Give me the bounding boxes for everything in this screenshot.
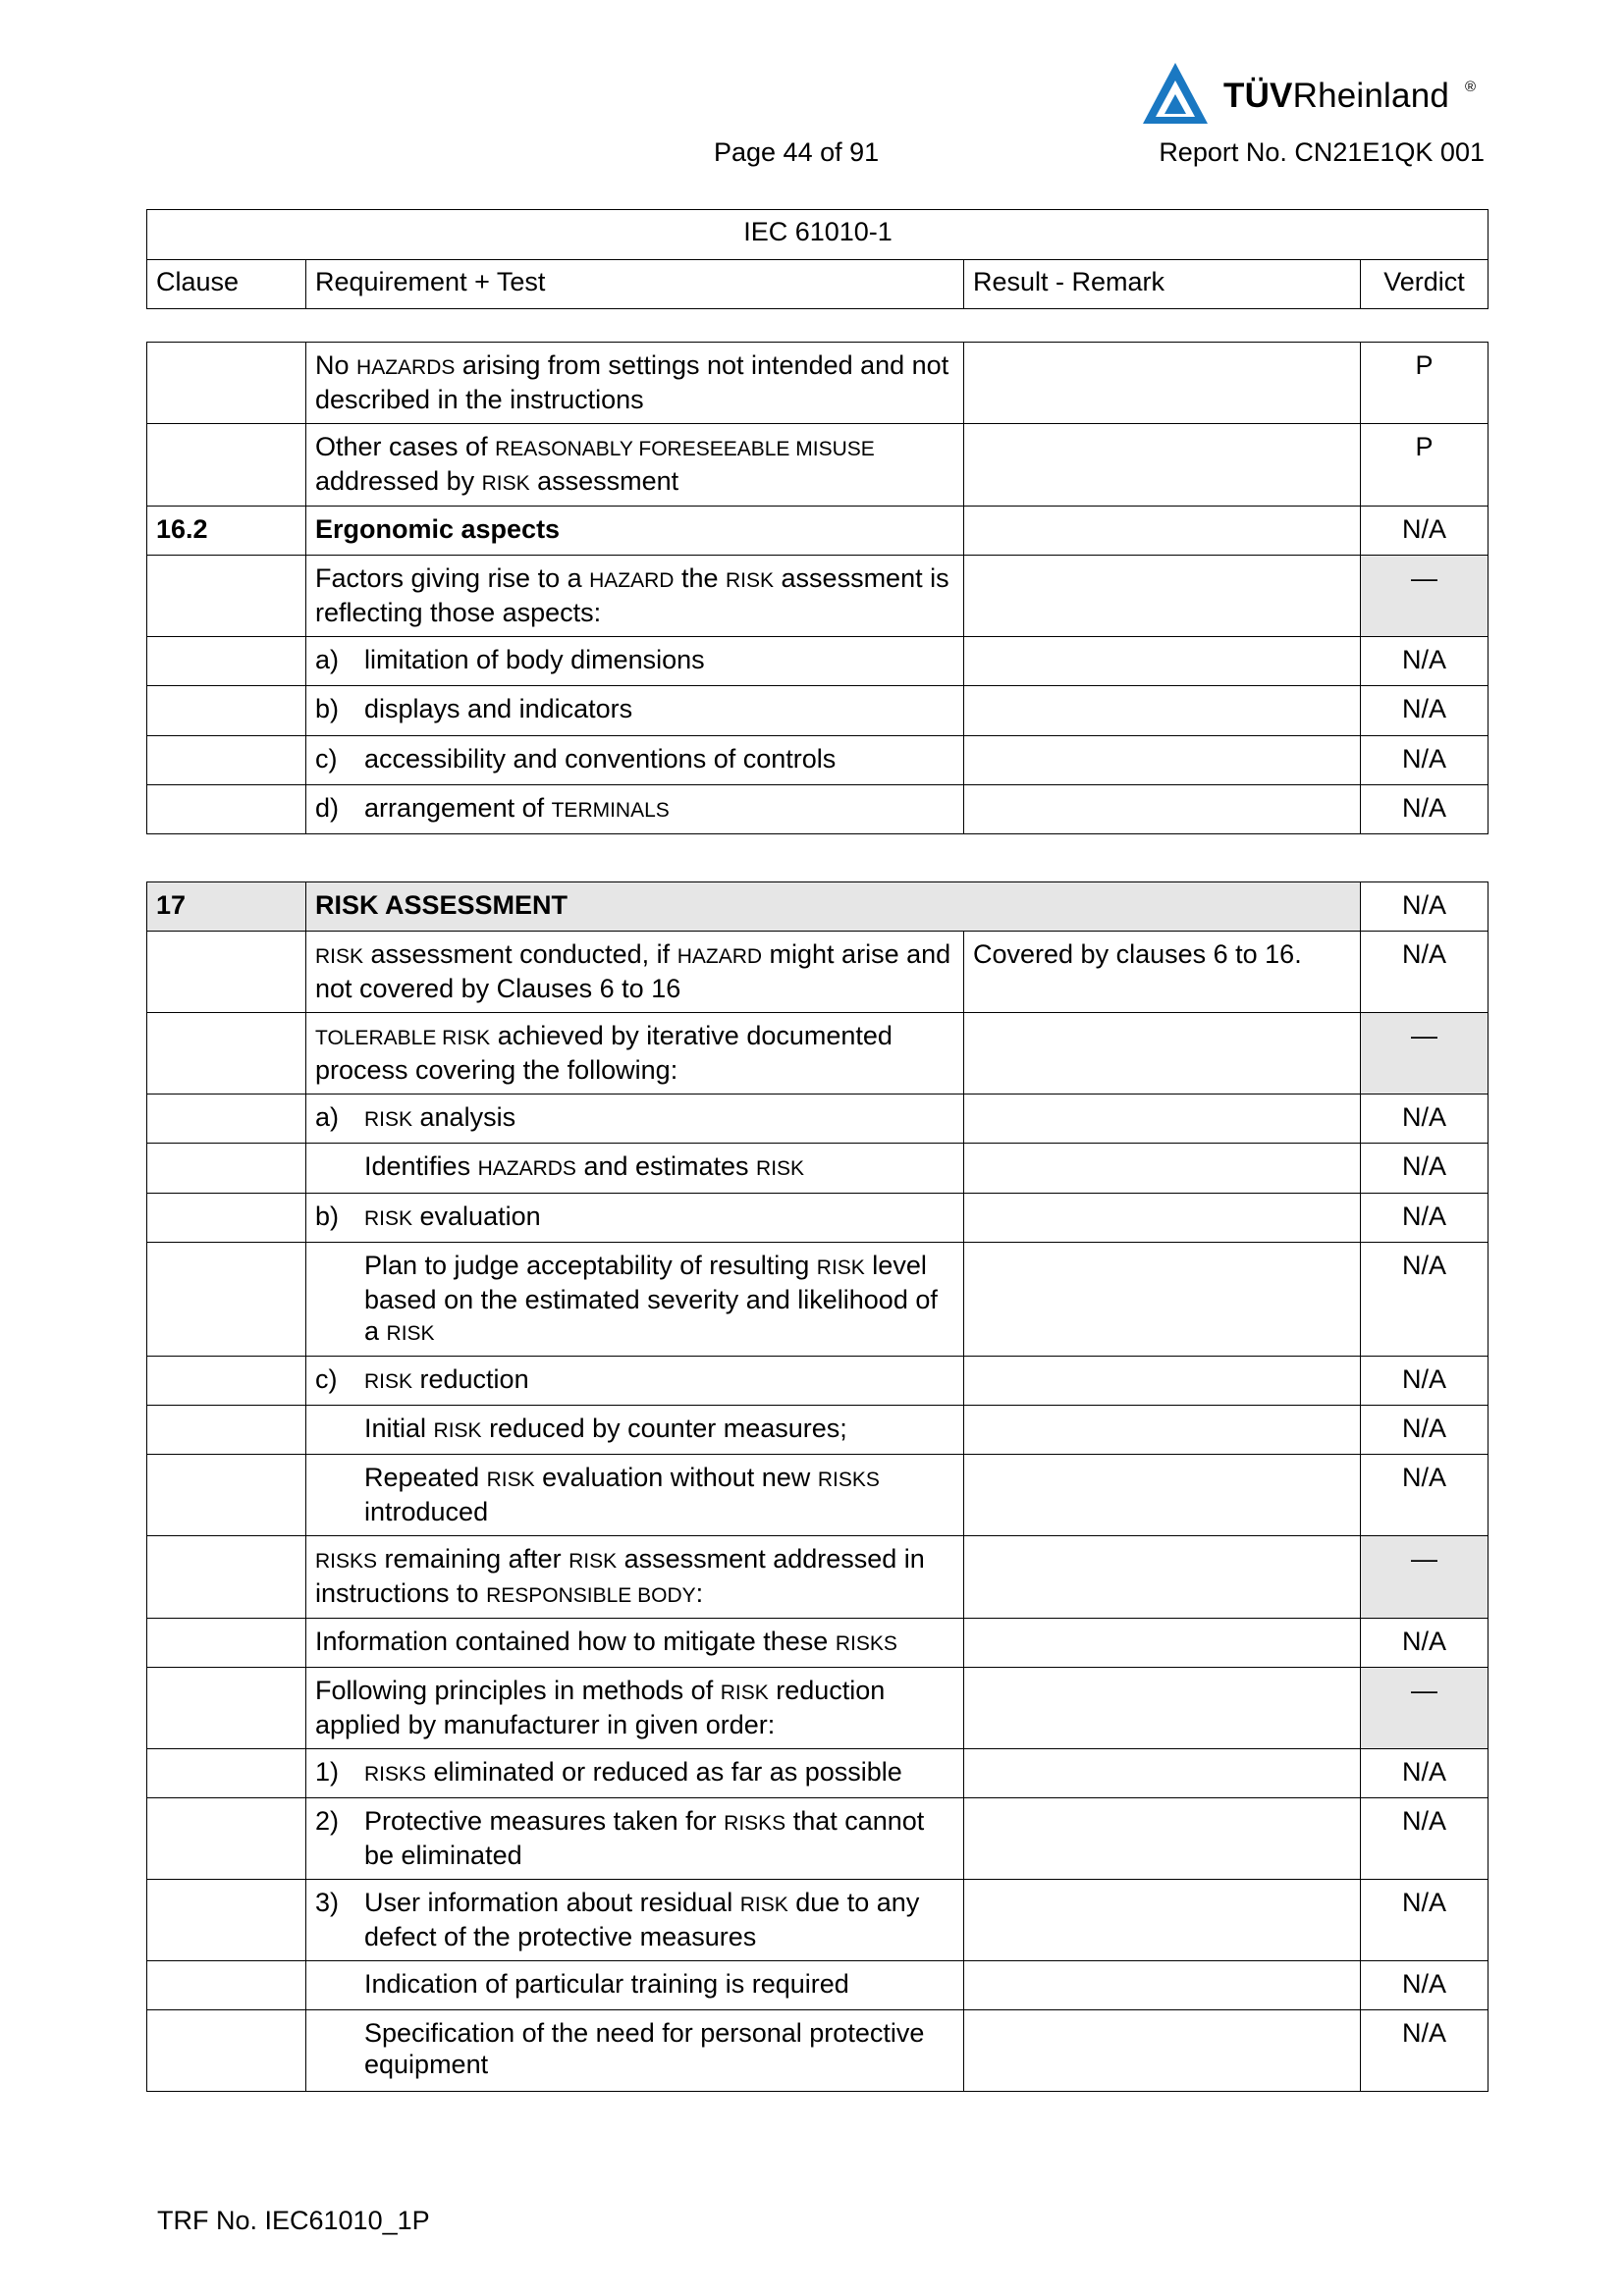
requirement-text: Plan to judge acceptability of resulting RISK level based on the estimated severity and likelihood of a RISK (306, 1243, 964, 1357)
table-row (147, 882, 1489, 932)
table-row (147, 1406, 1489, 1455)
verdict: — (1361, 1668, 1489, 1749)
clause-number: 17 (147, 882, 306, 932)
requirement-text: a) RISK analysis (306, 1095, 964, 1144)
verdict: N/A (1361, 1798, 1489, 1880)
verdict: — (1361, 1013, 1489, 1095)
verdict: N/A (1361, 686, 1489, 736)
verdict: — (1361, 1536, 1489, 1619)
verdict: N/A (1361, 882, 1489, 932)
table-row (147, 1619, 1489, 1668)
table-row (147, 785, 1489, 834)
verdict: N/A (1361, 507, 1489, 556)
verdict: N/A (1361, 1406, 1489, 1455)
table-row (147, 1095, 1489, 1144)
requirement-text: Initial RISK reduced by counter measures; (306, 1406, 964, 1455)
table-row (147, 1194, 1489, 1243)
table-row (147, 932, 1489, 1013)
requirement-text: Identifies HAZARDS and estimates RISK (306, 1144, 964, 1194)
trf-number: TRF No. IEC61010_1P (157, 2206, 430, 2235)
tuv-triangle-icon (1141, 61, 1210, 126)
table-row (147, 1880, 1489, 1961)
table-row (147, 556, 1489, 637)
verdict: N/A (1361, 1749, 1489, 1798)
requirement-text: a) limitation of body dimensions (306, 637, 964, 686)
requirement-text: 2) Protective measures taken for RISKS that cannot be eliminated (306, 1798, 964, 1880)
requirement-text: Indication of particular training is required (306, 1961, 964, 2010)
standard-header-table (146, 209, 1489, 309)
requirement-text: 3) User information about residual RISK due to any defect of the protective measures (306, 1880, 964, 1961)
clause-number: 16.2 (147, 507, 306, 556)
table-row (147, 1243, 1489, 1357)
table-row (147, 424, 1489, 507)
requirement-text: c) RISK reduction (306, 1357, 964, 1406)
verdict: N/A (1361, 1619, 1489, 1668)
requirement-text: Repeated RISK evaluation without new RISKS introduced (306, 1455, 964, 1536)
table-row (147, 343, 1489, 424)
requirement-text: 1) RISKS eliminated or reduced as far as possible (306, 1749, 964, 1798)
table-row (147, 1536, 1489, 1619)
col-requirement-header: Requirement + Test (306, 260, 964, 309)
standard-title: IEC 61010-1 (147, 210, 1489, 260)
requirement-text: Factors giving rise to a HAZARD the RISK assessment is reflecting those aspects: (306, 556, 964, 637)
logo-text: TÜVRheinland (1223, 77, 1450, 115)
requirement-text: b) RISK evaluation (306, 1194, 964, 1243)
requirement-text: Following principles in methods of RISK reduction applied by manufacturer in given order: (306, 1668, 964, 1749)
verdict: N/A (1361, 1243, 1489, 1357)
verdict: N/A (1361, 1455, 1489, 1536)
requirement-text: RISKS remaining after RISK assessment addressed in instructions to RESPONSIBLE BODY: (306, 1536, 964, 1619)
verdict: P (1361, 424, 1489, 507)
section-16-table (146, 342, 1489, 834)
table-row (147, 637, 1489, 686)
clause-title: Ergonomic aspects (306, 507, 964, 556)
table-row (147, 1749, 1489, 1798)
table-row (147, 1668, 1489, 1749)
col-verdict-header: Verdict (1361, 260, 1489, 309)
table-row (147, 1798, 1489, 1880)
table-row (147, 1013, 1489, 1095)
result-remark: Covered by clauses 6 to 16. (964, 932, 1361, 1013)
verdict: — (1361, 556, 1489, 637)
verdict: N/A (1361, 1961, 1489, 2010)
table-row (147, 1144, 1489, 1194)
logo-registered-mark: ® (1465, 79, 1477, 95)
requirement-text: c) accessibility and conventions of controls (306, 736, 964, 785)
verdict: N/A (1361, 1095, 1489, 1144)
clause-title: RISK ASSESSMENT (306, 882, 1361, 932)
verdict: N/A (1361, 637, 1489, 686)
report-number: Report No. CN21E1QK 001 (1159, 137, 1485, 167)
verdict: N/A (1361, 1357, 1489, 1406)
table-row (147, 1357, 1489, 1406)
requirement-text: No HAZARDS arising from settings not intended and not described in the instructions (306, 343, 964, 424)
page-number: Page 44 of 91 (714, 137, 880, 167)
requirement-text: d) arrangement of TERMINALS (306, 785, 964, 834)
table-row (147, 686, 1489, 736)
requirement-text: Information contained how to mitigate these RISKS (306, 1619, 964, 1668)
requirement-text: TOLERABLE RISK achieved by iterative documented process covering the following: (306, 1013, 964, 1095)
table-row (147, 736, 1489, 785)
tuv-rheinland-logo (1141, 61, 1485, 130)
table-row (147, 1455, 1489, 1536)
requirement-text: b) displays and indicators (306, 686, 964, 736)
verdict: N/A (1361, 1194, 1489, 1243)
requirement-text: Specification of the need for personal protective equipment (306, 2010, 964, 2092)
verdict: N/A (1361, 932, 1489, 1013)
table-row (147, 1961, 1489, 2010)
table-row (147, 2010, 1489, 2092)
col-result-header: Result - Remark (964, 260, 1361, 309)
table-row (147, 507, 1489, 556)
section-17-table (146, 881, 1489, 2092)
verdict: N/A (1361, 1144, 1489, 1194)
requirement-text: RISK assessment conducted, if HAZARD might arise and not covered by Clauses 6 to 16 (306, 932, 964, 1013)
col-clause-header: Clause (147, 260, 306, 309)
verdict: N/A (1361, 736, 1489, 785)
verdict: N/A (1361, 785, 1489, 834)
verdict: P (1361, 343, 1489, 424)
requirement-text: Other cases of REASONABLY FORESEEABLE MISUSE addressed by RISK assessment (306, 424, 964, 507)
verdict: N/A (1361, 2010, 1489, 2092)
verdict: N/A (1361, 1880, 1489, 1961)
